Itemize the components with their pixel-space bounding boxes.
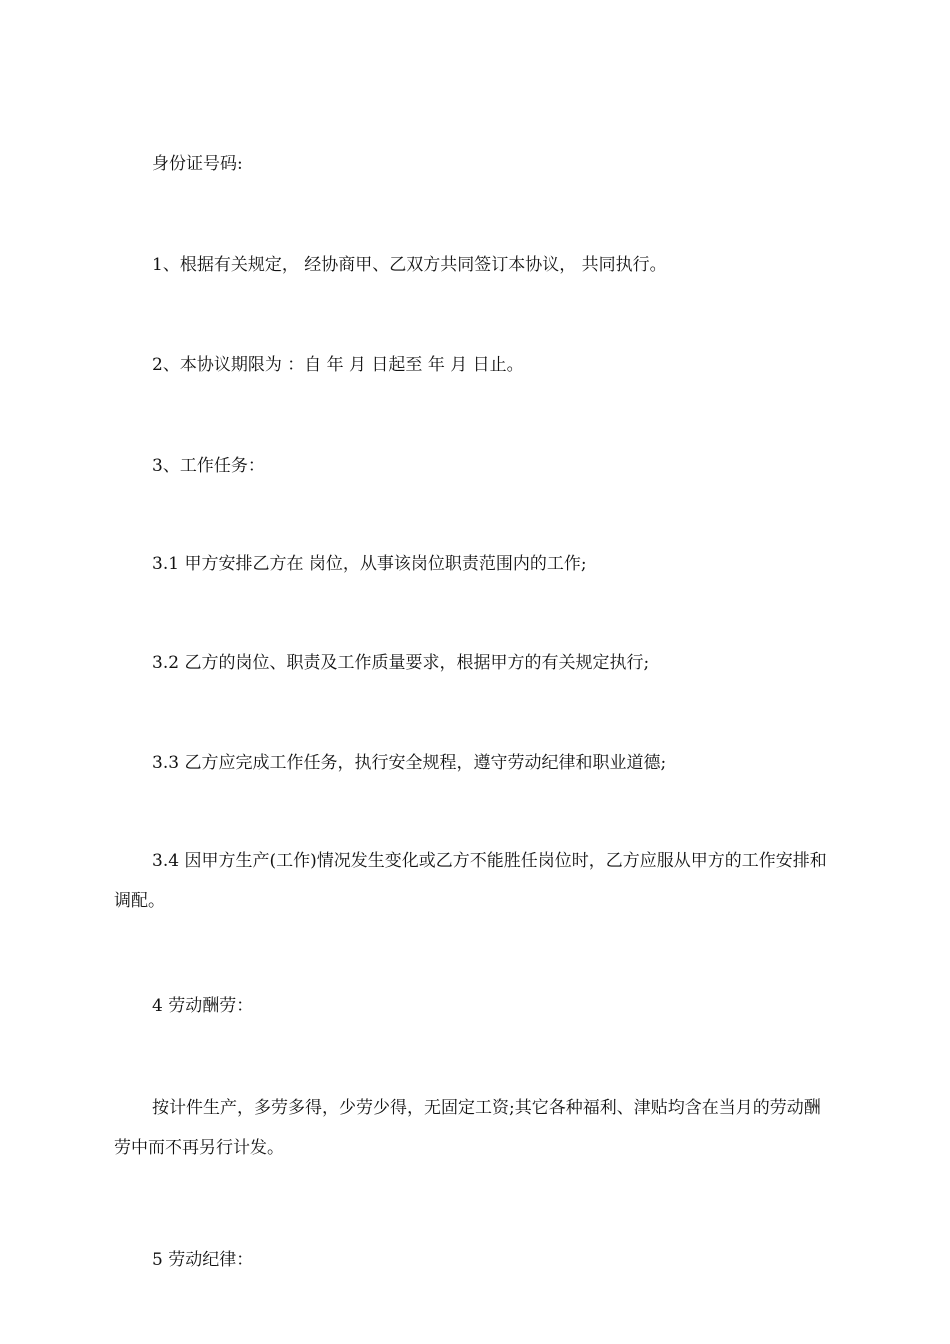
paragraph-clause-5: 5 劳动纪律：	[152, 1250, 254, 1270]
paragraph-clause-3: 3、工作任务：	[152, 456, 265, 476]
paragraph-clause-1: 1、根据有关规定， 经协商甲、乙双方共同签订本协议， 共同执行。	[152, 255, 667, 275]
paragraph-remuneration-text: 按计件生产，多劳多得，少劳少得，无固定工资;其它各种福利、津贴均含在当月的劳动酬劳中而不再另行计发。	[114, 1098, 821, 1158]
paragraph-clause-3-4: 3.4 因甲方生产(工作)情况发生变化或乙方不能胜任岗位时，乙方应服从甲方的工作安排和调配。	[114, 851, 827, 911]
paragraph-id-number: 身份证号码:	[152, 154, 243, 174]
paragraph-clause-2: 2、本协议期限为 ：自 年 月 日起至 年 月 日止。	[152, 355, 524, 375]
paragraph-clause-3-2: 3.2 乙方的岗位、职责及工作质量要求，根据甲方的有关规定执行;	[152, 653, 650, 673]
paragraph-clause-3-3: 3.3 乙方应完成工作任务，执行安全规程，遵守劳动纪律和职业道德;	[152, 753, 667, 773]
paragraph-clause-3-1: 3.1 甲方安排乙方在 岗位，从事该岗位职责范围内的工作;	[152, 554, 587, 574]
paragraph-clause-4: 4 劳动酬劳：	[152, 996, 254, 1016]
